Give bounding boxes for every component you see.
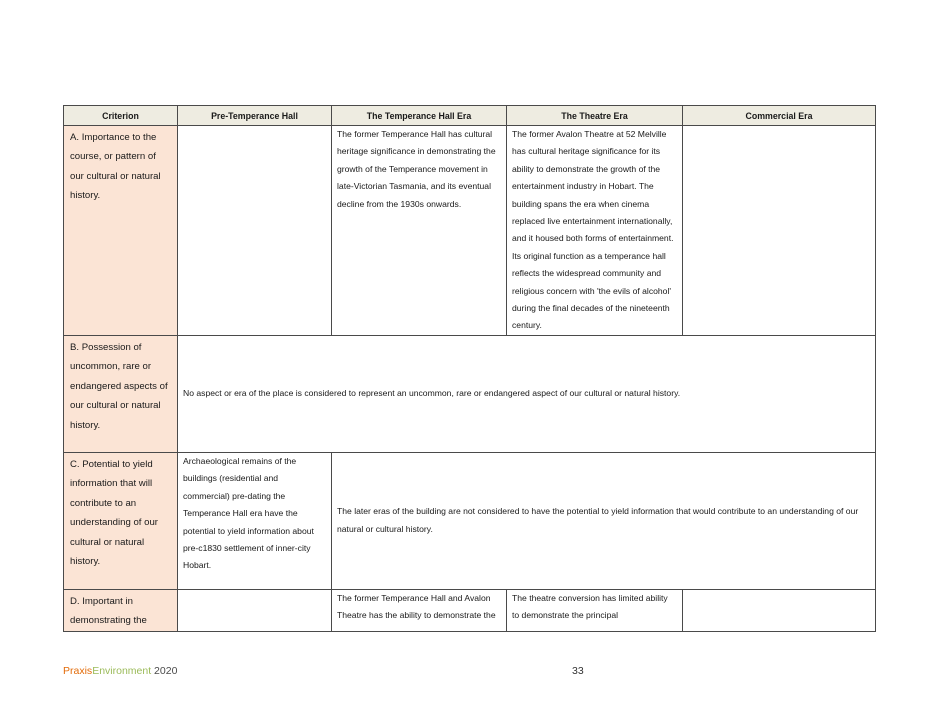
header-theatre-era: The Theatre Era xyxy=(507,106,683,126)
table-row-criterion-a xyxy=(64,126,876,336)
criterion-d-temperance-hall-cell: The former Temperance Hall and Avalon Theatre has the ability to demonstrate the xyxy=(332,589,507,631)
footer-brand-praxis: Praxis xyxy=(63,665,93,677)
criterion-c-later-eras-cell: The later eras of the building are not considered to have the potential to yield information that would contribute to an understanding of our natural or cultural history. xyxy=(332,452,876,589)
criterion-c-cell: C. Potential to yield information that will contribute to an understanding of our cultural or natural history. xyxy=(64,452,178,589)
header-temperance-hall-era: The Temperance Hall Era xyxy=(332,106,507,126)
footer-year: 2020 xyxy=(151,665,178,677)
table-header-row xyxy=(64,106,876,126)
table-row-criterion-c xyxy=(64,452,876,589)
criterion-a-theatre-cell: The former Avalon Theatre at 52 Melville has cultural heritage significance for its ability to demonstrate the growth of the entertainment industry in Hobart. The building spans the era when cinema replaced live entertainment internationally, and it housed both forms of entertainment. Its original function as a temperance hall reflects the widespread community and religious concern with 'the evils of alcohol' during the final decades of the nineteenth century. xyxy=(507,126,683,336)
criterion-d-commercial-cell xyxy=(683,589,876,631)
table-row-criterion-d xyxy=(64,589,876,631)
criterion-d-cell: D. Important in demonstrating the xyxy=(64,589,178,631)
footer-brand xyxy=(63,665,177,677)
criterion-a-cell: A. Importance to the course, or pattern of our cultural or natural history. xyxy=(64,126,178,336)
header-pre-temperance-hall: Pre-Temperance Hall xyxy=(178,106,332,126)
significance-assessment-table xyxy=(63,105,876,632)
criterion-d-pre-temperance-cell xyxy=(178,589,332,631)
footer-brand-environment: Environment xyxy=(92,665,152,677)
criterion-b-cell: B. Possession of uncommon, rare or endangered aspects of our cultural or natural history. xyxy=(64,335,178,452)
criterion-b-all-eras-cell: No aspect or era of the place is considered to represent an uncommon, rare or endangered aspect of our cultural or natural history. xyxy=(178,335,876,452)
criterion-a-commercial-cell xyxy=(683,126,876,336)
table-row-criterion-b xyxy=(64,335,876,452)
header-criterion: Criterion xyxy=(64,106,178,126)
page-number: 33 xyxy=(572,665,584,677)
criterion-a-pre-temperance-cell xyxy=(178,126,332,336)
header-commercial-era: Commercial Era xyxy=(683,106,876,126)
criterion-d-theatre-cell: The theatre conversion has limited ability to demonstrate the principal xyxy=(507,589,683,631)
criterion-a-temperance-hall-cell: The former Temperance Hall has cultural heritage significance in demonstrating the growth of the Temperance movement in late-Victorian Tasmania, and its eventual decline from the 1930s onwards. xyxy=(332,126,507,336)
criterion-c-pre-temperance-cell: Archaeological remains of the buildings (residential and commercial) pre-dating the Temperance Hall era have the potential to yield information about pre-c1830 settlement of inner-city Hobart. xyxy=(178,452,332,589)
